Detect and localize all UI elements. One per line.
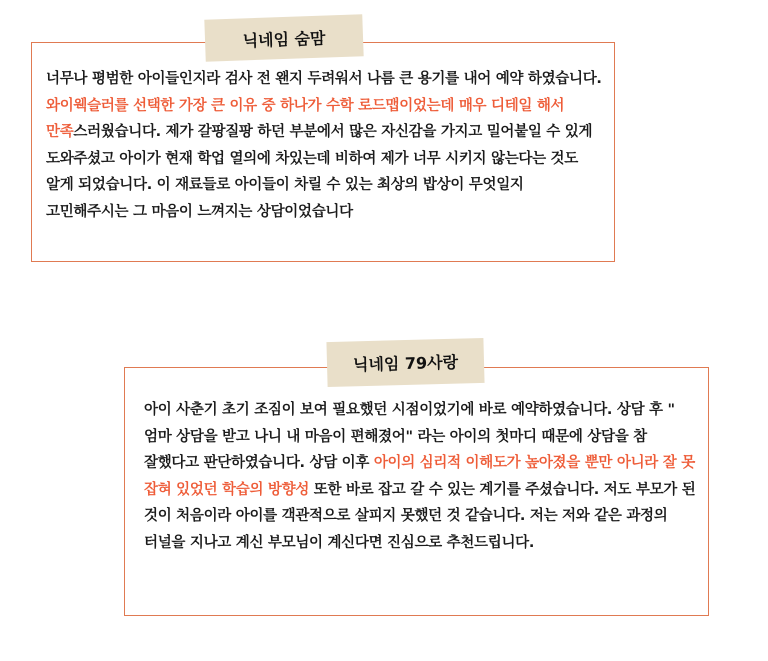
review-2-segment: 아이 사춘기 초기 조짐이 보여 필요했던 시점이었기에 바로 예약하였습니다. 상담 후 " 엄마 상담을 받고 나니 내 마음이 편해졌어" 라는 아이의 첫마디 때문에 상담을 참 잘했다고 판단하였습니다. 상담 이후	[144, 402, 675, 471]
review-1-segment: 너무나 평범한 아이들인지라 검사 전 왠지 두려워서 나름 큰 용기를 내어 예약 하였습니다.	[46, 71, 602, 87]
review-text-1	[46, 66, 606, 225]
review-1-highlight: 와이웩슬러를 선택한 가장 큰 이유 중 하나가 수학 로드맵이었는데 매우 디테일 해서 만족	[46, 97, 565, 140]
nickname-tag-1: 닉네임 숨맘	[204, 14, 363, 61]
review-2-highlight: 아이의 심리적 이해도가 높아졌을 뿐만 아니라 잘 못 잡혀 있었던 학습의 방향성	[144, 455, 695, 498]
review-1-segment: 스러웠습니다. 제가 갈팡질팡 하던 부분에서 많은 자신감을 가지고 밀어붙일 수 있게 도와주셨고 아이가 현재 학업 열의에 차있는데 비하여 제가 너무 시키지 않는다는 것도 알게 되었습니다. 이 재료들로 아이들이 차릴 수 있는 최상의 밥상이 무엇일지 고민해주시는 그 마음이 느껴지는 상담이었습니다	[46, 124, 593, 220]
review-2-segment: 또한 바로 잡고 갈 수 있는 계기를 주셨습니다. 저도 부모가 된 것이 처음이라 아이를 객관적으로 살피지 못했던 것 같습니다. 저는 저와 같은 과정의 터널을 지나고 계신 부모님이 계신다면 진심으로 추천드립니다.	[144, 481, 696, 551]
nickname-tag-2: 닉네임 79사랑	[326, 338, 484, 387]
review-text-2	[144, 397, 704, 556]
